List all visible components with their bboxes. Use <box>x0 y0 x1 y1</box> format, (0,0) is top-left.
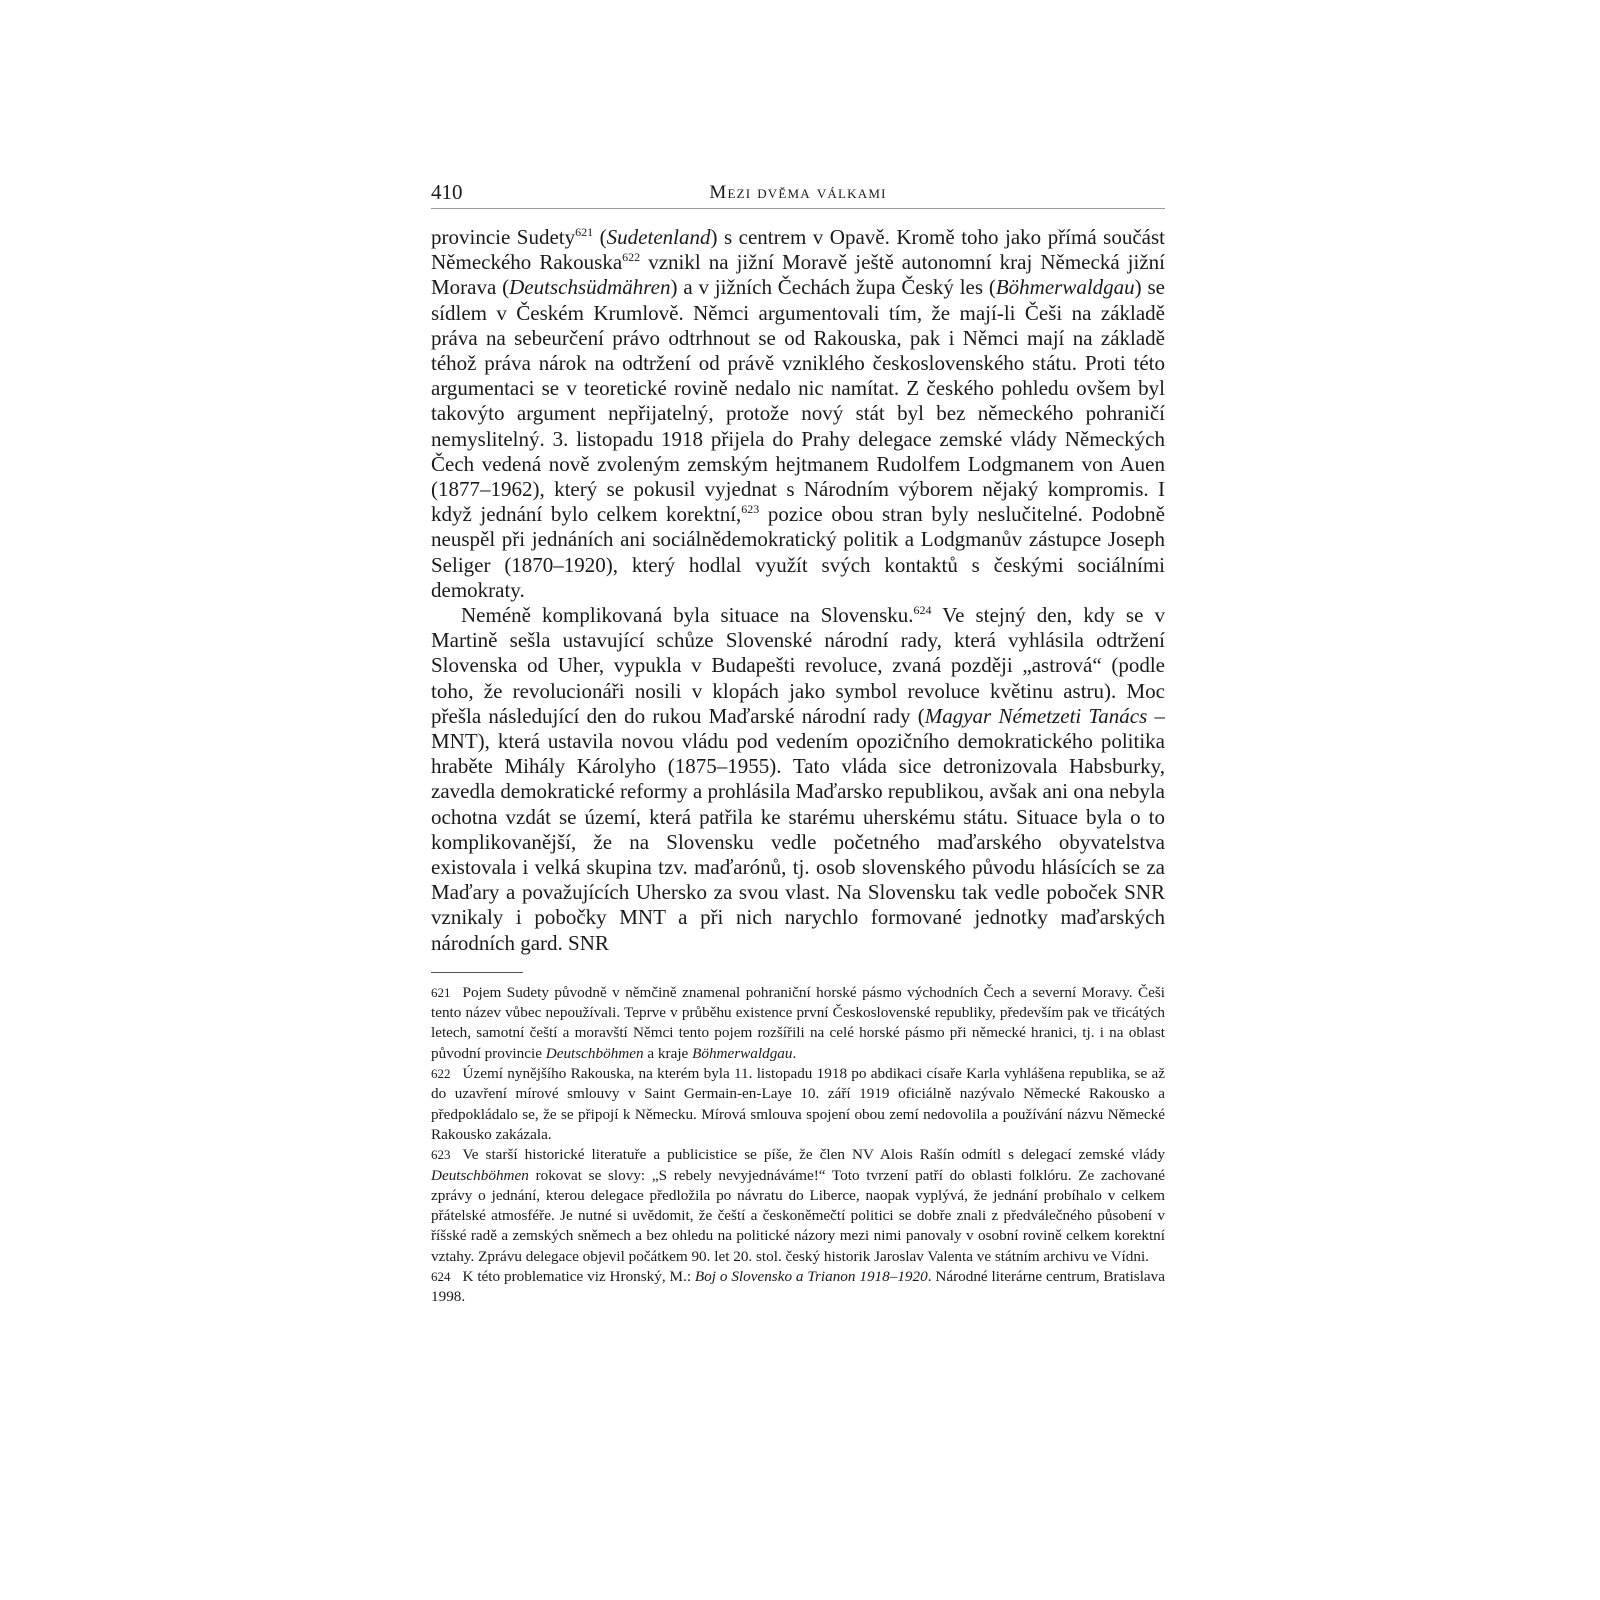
text-run: Pojem Sudety původně v němčině znamenal pohraniční horské pásmo východních Čech a severní Moravy. Češi tento název vůbec nepoužívali. Teprve v průběhu existence první Československé republiky, především pak ve třicátých letech, samotní čeští a moravští Němci tento pojem rozšířili na celé horské pásmo při německé hranici, tj. i na oblast původní provincie <box>431 983 1165 1062</box>
footnote-ref-622: 622 <box>622 250 641 265</box>
italic-term: Deutschsüdmähren <box>509 275 671 300</box>
text-run: . <box>792 1044 797 1062</box>
footnote-622 <box>431 1064 1165 1145</box>
text-run: . Národné literárne centrum, Bratislava 1998. <box>431 1268 1165 1306</box>
italic-term: Böhmerwaldgau <box>995 275 1135 300</box>
text-run: Území nynějšího Rakouska, na kterém byla 11. listopadu 1918 po abdikaci císaře Karla vyhlášena republika, se až do uzavření mírové smlouvy v Saint Germain-en-Laye 10. září 1919 oficiálně nazývalo Německé Rakousko a předpokládalo se, že se připojí k Německu. Mírová smlouva spojení obou zemí nedovolila a používání názvu Německé Rakousko zakázala. <box>431 1065 1165 1143</box>
text-run: ) s centrem v Opavě. Kromě toho jako přímá součást Německého Rakouska <box>431 225 1166 275</box>
footnote-621 <box>431 983 1165 1064</box>
italic-term: Sudetenland <box>606 225 711 249</box>
text-run: a kraje <box>643 1044 693 1062</box>
italic-term: Böhmerwaldgau <box>692 1044 793 1062</box>
text-run: Neméně komplikovaná byla situace na Slovensku. <box>461 603 914 628</box>
footnote-623 <box>431 1145 1165 1267</box>
book-page <box>431 178 1165 1308</box>
italic-term: Magyar Németzeti Tanács <box>924 703 1148 728</box>
text-run: rokovat se slovy: „S rebely nevyjednáváme!“ Toto tvrzení patří do oblasti folklóru. Ze zachované zprávy o jednání, kterou delegace předložila po návratu do Liberce, naopak vyplývá, že jednání probíhalo v celkem přátelské atmosféře. Je nutné si uvědomit, že čeští a českoněmečtí politici se dobře znali z předválečného působení v říšské radě a zemských sněmech a bez ohledu na politické názory mezi nimi panovaly v osobní rovině celkem korektní vztahy. Zprávu delegace objevil počátkem 90. let 20. stol. český historik Jaroslav Valenta ve státním archivu ve Vídni. <box>431 1166 1165 1265</box>
footnotes <box>431 983 1165 1308</box>
italic-term: Deutschböhmen <box>545 1044 644 1062</box>
text-run: Ve stejný den, kdy se v Martině sešla ustavující schůze Slovenské národní rady, která vyhlásila odtržení Slovenska od Uher, vypukla v Budapešti revoluce, zvaná později „astrová“ (podle toho, že revolucionáři nosili v klopách jako symbol revoluce květinu astru). Moc přešla následující den do rukou Maďarské národní rady ( <box>431 603 1165 728</box>
footnote-number: 622 <box>431 1066 451 1082</box>
running-title: Mezi dvěma válkami <box>709 182 887 203</box>
paragraph-1 <box>431 225 1165 603</box>
text-run: ) se sídlem v Českém Krumlově. Němci argumentovali tím, že mají-li Češi na základě práva na sebeurčení právo odtrhnout se od Rakouska, pak i Němci mají na základě téhož práva nárok na odtržení od právě vzniklého československého státu. Proti této argumentaci se v teoretické rovině nedalo nic namítat. Z českého pohledu ovšem byl takovýto argument nepřijatelný, protože nový stát byl bez německého pohraničí nemyslitelný. 3. listopadu 1918 přijela do Prahy delegace zemské vlády Německých Čech vedená nově zvoleným zemským hejtmanem Rudolfem Lodgmanem von Auen (1877–1962), který se pokusil vyjednat s Národním výborem nějaký kompromis. I když jednání bylo celkem korektní, <box>431 275 1165 527</box>
text-run: provincie Sudety <box>431 225 576 249</box>
footnote-separator <box>431 972 523 973</box>
footnote-number: 624 <box>431 1269 451 1285</box>
footnote-number: 623 <box>431 1147 451 1163</box>
footnote-number: 621 <box>431 984 451 1000</box>
text-run: ) a v jižních Čechách župa Český les ( <box>670 275 996 300</box>
page-header <box>431 178 1165 209</box>
main-text <box>431 225 1165 956</box>
page-number: 410 <box>431 180 463 204</box>
footnote-ref-624: 624 <box>913 603 932 618</box>
footnote-ref-623: 623 <box>741 502 760 517</box>
italic-term: Boj o Slovensko a Trianon 1918–1920 <box>694 1268 928 1286</box>
text-run: ( <box>593 225 607 249</box>
footnote-ref-621: 621 <box>575 225 594 239</box>
text-run: Ve starší historické literatuře a publicistice se píše, že člen NV Alois Rašín odmítl s delegací zemské vlády <box>462 1146 1165 1164</box>
paragraph-2 <box>431 603 1165 956</box>
text-run: vznikl na jižní Moravě ještě autonomní kraj Německá jižní Morava ( <box>431 250 1165 300</box>
text-run: – MNT), která ustavila novou vládu pod vedením opozičního demokratického politika hraběte Mihály Károlyho (1875–1955). Tato vláda sice detronizovala Habsburky, zavedla demokratické reformy a prohlásila Maďarsko republikou, avšak ani ona nebyla ochotna vzdát se území, která patřila ke starému uherskému státu. Situace byla o to komplikovanější, že na Slovensku vedle početného maďarského obyvatelstva existovala i velká skupina tzv. maďarónů, tj. osob slovenského původu hlásících se za Maďary a považujících Uhersko za svou vlast. Na Slovensku tak vedle poboček SNR vznikaly i pobočky MNT a při nich narychlo formované jednotky maďarských národních gard. SNR <box>431 703 1165 955</box>
text-run: K této problematice viz Hronský, M.: <box>462 1268 695 1286</box>
text-run: pozice obou stran byly neslučitelné. Podobně neuspěl při jednáních ani sociálnědemokratický politik a Lodgmanův zástupce Joseph Seliger (1870–1920), který hodlal využít svých kontaktů s českými sociálními demokraty. <box>431 502 1165 602</box>
footnote-624 <box>431 1267 1165 1308</box>
italic-term: Deutschböhmen <box>431 1166 529 1184</box>
